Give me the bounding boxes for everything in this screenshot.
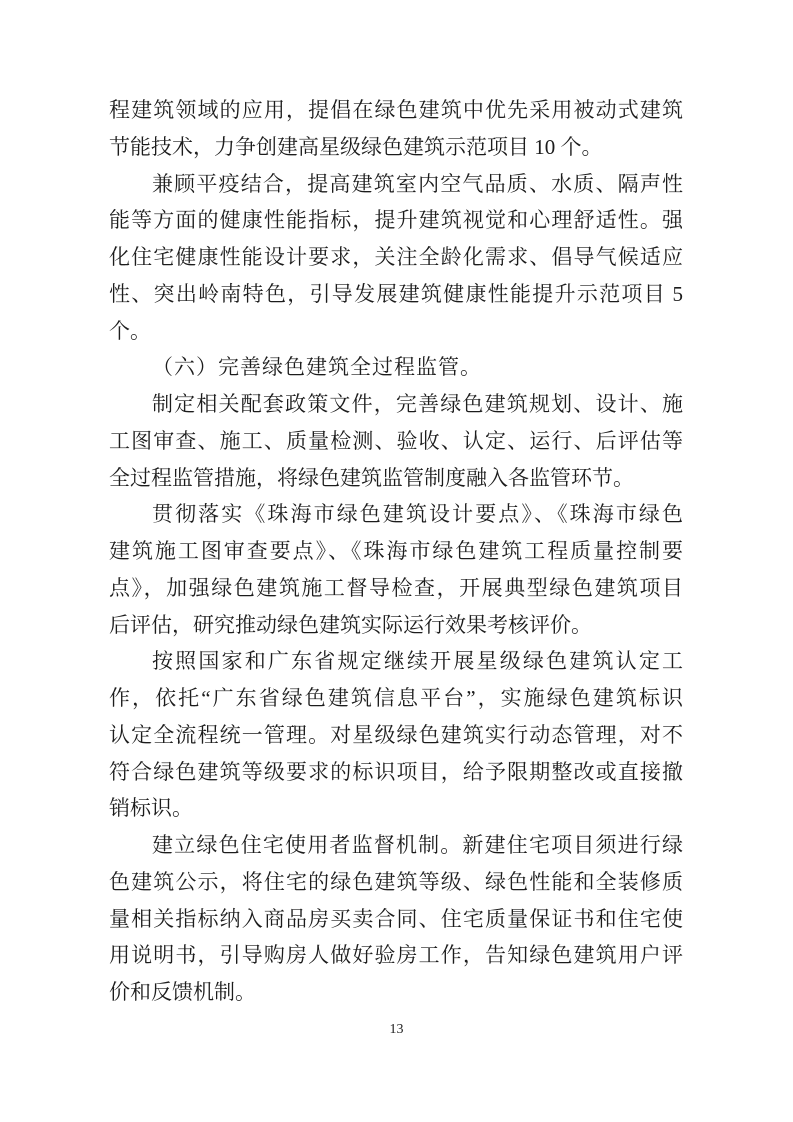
text-line: 能等方面的健康性能指标，提升建筑视觉和心理舒适性。强 bbox=[109, 208, 683, 233]
text-line: 作，依托“广东省绿色建筑信息平台”，实施绿色建筑标识 bbox=[109, 686, 683, 710]
text-line: 按照国家和广东省规定继续开展星级绿色建筑认定工 bbox=[152, 649, 683, 674]
section-heading: （六）完善绿色建筑全过程监管。 bbox=[152, 355, 482, 380]
text-line: 全过程监管措施，将绿色建筑监管制度融入各监管环节。 bbox=[109, 465, 634, 490]
text-line: 兼顾平疫结合，提高建筑室内空气品质、水质、隔声性 bbox=[152, 171, 683, 196]
text-line: 程建筑领域的应用，提倡在绿色建筑中优先采用被动式建筑 bbox=[109, 98, 683, 122]
text-line: 量相关指标纳入商品房买卖合同、住宅质量保证书和住宅使 bbox=[109, 906, 683, 931]
text-line: 个。 bbox=[109, 318, 151, 343]
page-number: 13 bbox=[389, 1022, 404, 1037]
text-line: 价和反馈机制。 bbox=[109, 980, 256, 1004]
text-line: 认定全流程统一管理。对星级绿色建筑实行动态管理，对不 bbox=[109, 722, 683, 747]
text-line: 制定相关配套政策文件，完善绿色建筑规划、设计、施 bbox=[152, 392, 683, 416]
text-line: 建筑施工图审查要点》、《珠海市绿色建筑工程质量控制要 bbox=[109, 539, 683, 563]
text-line: 后评估，研究推动绿色建筑实际运行效果考核评价。 bbox=[109, 612, 592, 637]
text-line: 化住宅健康性能设计要求，关注全龄化需求、倡导气候适应 bbox=[109, 245, 683, 269]
text-line: 色建筑公示，将住宅的绿色建筑等级、绿色性能和全装修质 bbox=[109, 869, 683, 894]
text-line: 性、突出岭南特色，引导发展建筑健康性能提升示范项目 5 bbox=[109, 281, 683, 306]
text-line: 点》，加强绿色建筑施工督导检查，开展典型绿色建筑项目 bbox=[109, 575, 683, 600]
document-text bbox=[109, 92, 683, 1011]
text-line: 用说明书，引导购房人做好验房工作，告知绿色建筑用户评 bbox=[109, 943, 683, 968]
text-line: 工图审查、施工、质量检测、验收、认定、运行、后评估等 bbox=[109, 428, 683, 453]
text-line: 贯彻落实《珠海市绿色建筑设计要点》、《珠海市绿色 bbox=[152, 502, 683, 527]
text-line: 建立绿色住宅使用者监督机制。新建住宅项目须进行绿 bbox=[152, 833, 683, 857]
text-line: 销标识。 bbox=[109, 796, 193, 821]
text-line: 节能技术，力争创建高星级绿色建筑示范项目 10 个。 bbox=[109, 134, 603, 159]
text-line: 符合绿色建筑等级要求的标识项目，给予限期整改或直接撤 bbox=[109, 759, 683, 784]
